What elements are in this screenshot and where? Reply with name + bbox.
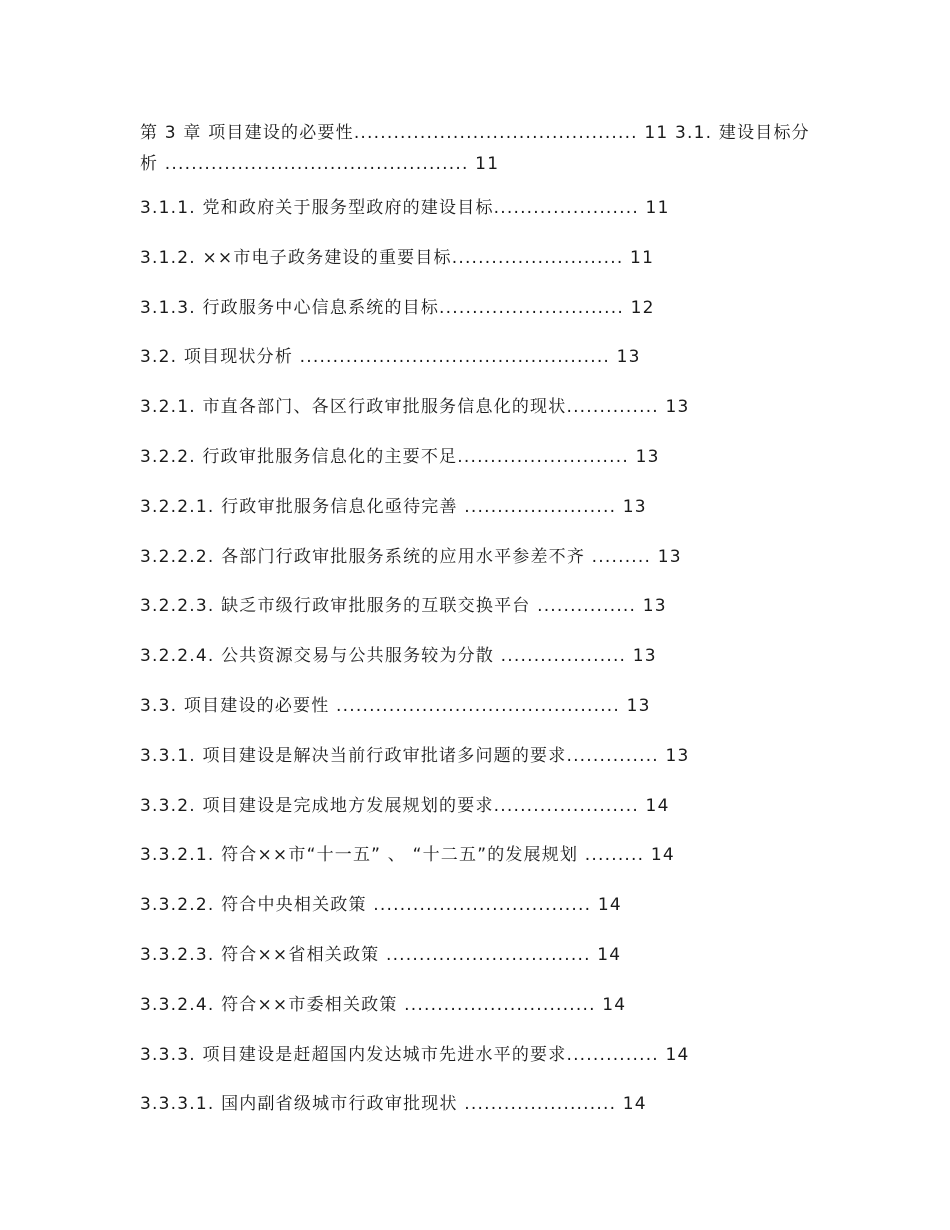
toc-entry-3-2-2-4[interactable]: 3.2.2.4. 公共资源交易与公共服务较为分散 ................... 13	[140, 646, 657, 667]
toc-entry-3-3-2-4[interactable]: 3.3.2.4. 符合××市委相关政策 ............................. 14	[140, 994, 627, 1015]
toc-entry-3-1-2[interactable]: 3.1.2. ××市电子政务建设的重要目标.......................... 11	[140, 247, 655, 268]
toc-entry-3-2-1[interactable]: 3.2.1. 市直各部门、各区行政审批服务信息化的现状.............. 13	[140, 397, 690, 418]
toc-entry-3-3-2-2[interactable]: 3.3.2.2. 符合中央相关政策 ................................. 14	[140, 895, 622, 916]
toc-entry-3-2-2[interactable]: 3.2.2. 行政审批服务信息化的主要不足.......................... 13	[140, 446, 660, 467]
toc-entry-3-1-1[interactable]: 3.1.1. 党和政府关于服务型政府的建设目标...................... 11	[140, 198, 670, 218]
toc-entry-3-2[interactable]: 3.2. 项目现状分析 ............................................... 13	[140, 347, 641, 368]
toc-entry-3-3[interactable]: 3.3. 项目建设的必要性 ........................................... 13	[140, 695, 651, 716]
toc-entry-3-3-1[interactable]: 3.3.1. 项目建设是解决当前行政审批诸多问题的要求.............. 13	[140, 745, 690, 766]
toc-entry-3-3-2-3[interactable]: 3.3.2.3. 符合××省相关政策 ............................... 14	[140, 944, 622, 965]
toc-entry-3-3-3-1[interactable]: 3.3.3.1. 国内副省级城市行政审批现状 ....................... 14	[140, 1094, 647, 1115]
toc-entry-3-2-2-1[interactable]: 3.2.2.1. 行政审批服务信息化亟待完善 ....................... 13	[140, 496, 647, 517]
toc-entry-3-2-2-3[interactable]: 3.2.2.3. 缺乏市级行政审批服务的互联交换平台 ............... 13	[140, 596, 667, 617]
toc-entry-3-3-2[interactable]: 3.3.2. 项目建设是完成地方发展规划的要求...................... 14	[140, 795, 670, 816]
toc-entry-chapter-3[interactable]: 第 3 章 项目建设的必要性........................................... 11 3.1. 建设目标分析 .............................................. 11	[140, 123, 810, 174]
toc-entry-3-2-2-2[interactable]: 3.2.2.2. 各部门行政审批服务系统的应用水平参差不齐 ......... 13	[140, 546, 682, 567]
table-of-contents	[140, 118, 820, 1142]
toc-entry-3-3-3[interactable]: 3.3.3. 项目建设是赶超国内发达城市先进水平的要求.............. 14	[140, 1044, 690, 1065]
toc-entry-3-3-2-1[interactable]: 3.3.2.1. 符合××市“十一五” 、 “十二五”的发展规划 ......... 14	[140, 845, 675, 866]
toc-entry-3-1-3[interactable]: 3.1.3. 行政服务中心信息系统的目标............................ 12	[140, 297, 655, 318]
